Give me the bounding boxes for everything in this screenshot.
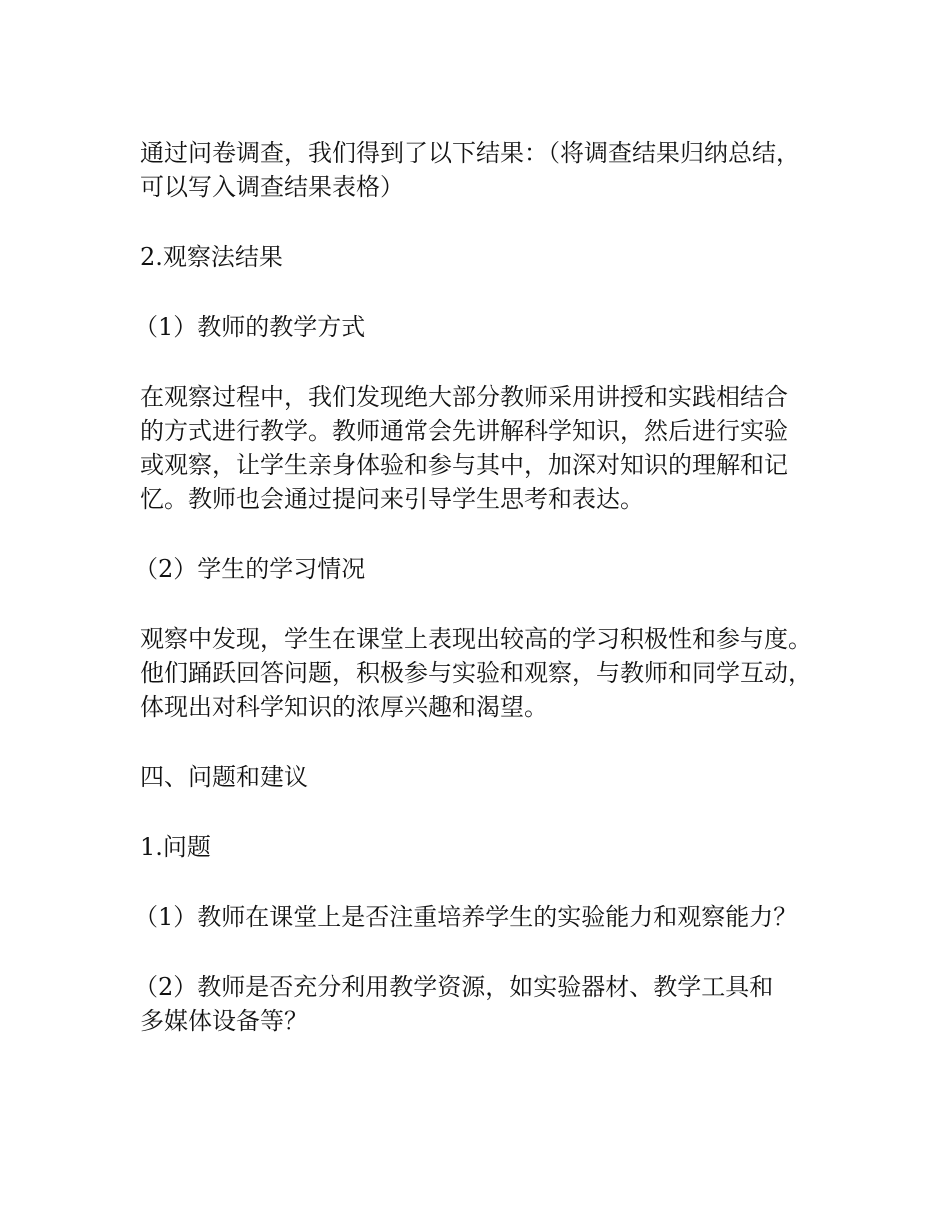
problems-heading (140, 830, 840, 864)
observation-heading-text: 2.观察法结果 (140, 243, 283, 271)
student-learning-heading (134, 552, 840, 586)
document-page (134, 136, 840, 1038)
survey-summary-line-2: 可以写入调查结果表格） (140, 173, 404, 201)
student-learning-line-1: 观察中发现，学生在课堂上表现出较高的学习积极性和参与度。 (140, 625, 812, 653)
teaching-method-heading (134, 310, 840, 344)
teaching-method-line-1: 在观察过程中，我们发现绝大部分教师采用讲授和实践相结合 (140, 383, 788, 411)
section-four-heading-text: 四、问题和建议 (140, 763, 308, 791)
teaching-method-line-2: 的方式进行教学。教师通常会先讲解科学知识，然后进行实验 (140, 417, 788, 445)
teaching-method-line-3: 或观察，让学生亲身体验和参与其中，加深对知识的理解和记 (140, 451, 788, 479)
problem-2-line-2: 多媒体设备等？ (140, 1007, 308, 1035)
observation-heading (140, 240, 840, 274)
teaching-method-paragraph (140, 380, 840, 516)
survey-summary-line-1: 通过问卷调查，我们得到了以下结果：（将调查结果归纳总结， (140, 139, 800, 167)
problem-1-paragraph (134, 900, 840, 934)
student-learning-heading-text: （2）学生的学习情况 (134, 555, 366, 583)
problem-2-paragraph (134, 970, 840, 1038)
survey-summary-paragraph (140, 136, 840, 204)
problem-1-text: （1）教师在课堂上是否注重培养学生的实验能力和观察能力？ (134, 903, 798, 931)
problem-2-line-1: （2）教师是否充分利用教学资源，如实验器材、教学工具和 (134, 973, 774, 1001)
teaching-method-line-4: 忆。教师也会通过提问来引导学生思考和表达。 (140, 485, 644, 513)
student-learning-line-2: 他们踊跃回答问题，积极参与实验和观察，与教师和同学互动， (140, 659, 812, 687)
student-learning-paragraph (140, 622, 840, 724)
problems-heading-text: 1.问题 (140, 833, 211, 861)
section-four-heading (140, 760, 840, 794)
teaching-method-heading-text: （1）教师的教学方式 (134, 313, 366, 341)
student-learning-line-3: 体现出对科学知识的浓厚兴趣和渴望。 (140, 693, 548, 721)
